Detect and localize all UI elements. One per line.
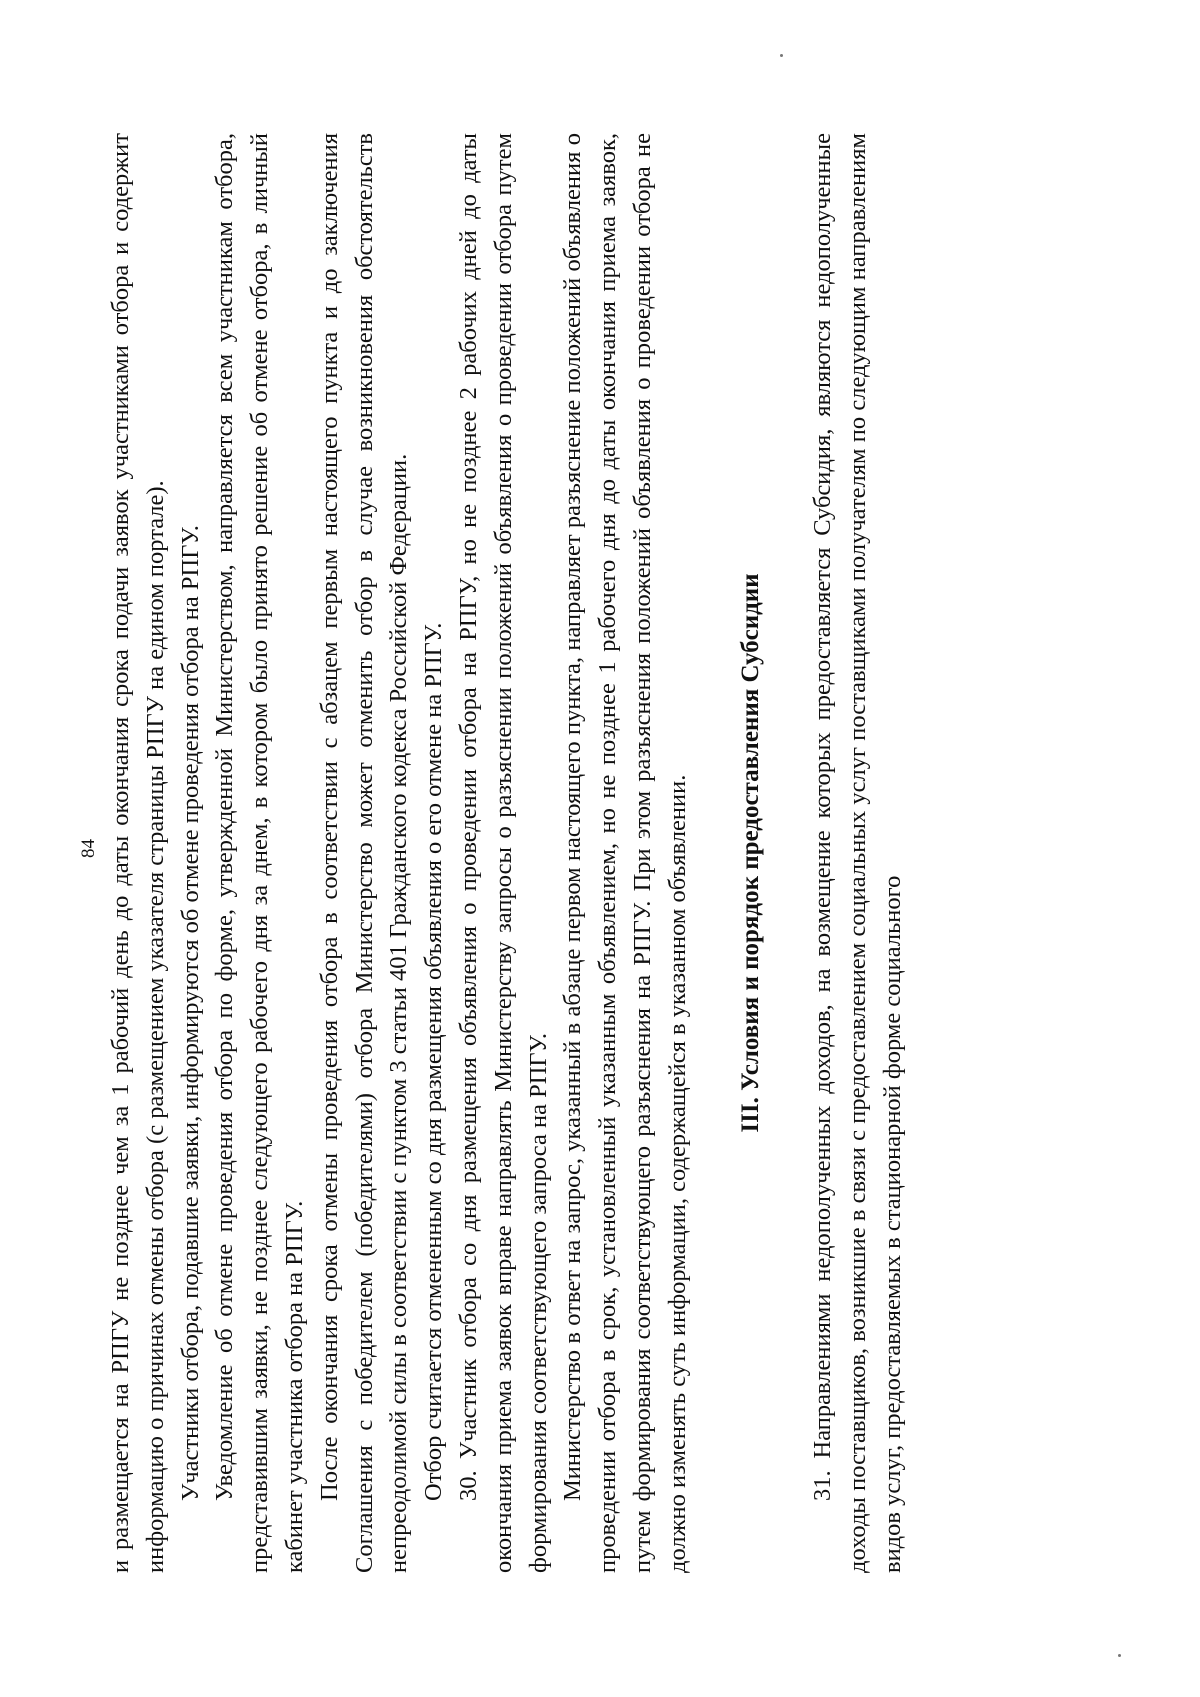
page-number: 84 — [78, 839, 99, 858]
paragraph-ministry-response: Министерство в ответ на запрос, указанный в абзаце первом настоящего пункта, направляет разъяснение положений объявления о проведении отбора в срок, установленный указанным объявлением, но не позднее 1 рабочего дня до даты окончания приема заявок, путем формирования соответствующего разъяснения на РПГУ. При этом разъяснения положений объявления о проведении отбора не должно изменять суть информации, содержащейся в указанном объявлении. — [559, 133, 691, 1573]
paragraph-cancellation-notice: Уведомление об отмене проведения отбора по форме, утвержденной Министерством, направляется всем участникам отбора, представившим заявки, не позднее следующего рабочего дня за днем, в котором было принято решение об отмене отбора, в личный кабинет участника отбора на РПГУ. — [211, 133, 308, 1573]
paragraph-item-31: 31. Направлениями недополученных доходов, на возмещение которых предоставляется Субсидия, являются недополученные доходы поставщиков, возникшие в связи с предоставлением социальных услуг поставщиками получателям по следующим направлениям видов услуг, предоставляемых в стационарной форме социального — [809, 133, 906, 1573]
paragraph-selection-cancelled: Отбор считается отмененным со дня размещения объявления о его отмене на РПГУ. — [420, 622, 448, 1501]
document-body — [104, 133, 911, 1573]
section-heading: III. Условия и порядок предоставления Субсидии — [736, 573, 764, 1133]
paragraph-force-majeure: После окончания срока отмены проведения отбора в соответствии с абзацем первым настоящего пункта и до заключения Соглашения с победителем (победителями) отбора Министерство может отменить отбор в случае возникновения обстоятельств непреодолимой силы в соответствии с пунктом 3 статьи 401 Гражданского кодекса Российской Федерации. — [315, 133, 413, 1573]
paragraph-participants-informed: Участники отбора, подавшие заявки, информируются об отмене проведения отбора на РПГУ. — [176, 525, 204, 1501]
paragraph-continuation: и размещается на РПГУ не позднее чем за 1 рабочий день до даты окончания срока подачи заявок участниками отбора и содержит информацию о причинах отмены отбора (с размещением указателя страницы РПГУ на едином портале). — [107, 133, 169, 1573]
scan-dot-mark — [780, 54, 783, 57]
scan-dot-mark — [1118, 1654, 1121, 1657]
paragraph-item-30: 30. Участник отбора со дня размещения объявления о проведении отбора на РПГУ, но не позднее 2 рабочих дней до даты окончания приема заявок вправе направлять Министерству запросы о разъяснении положений объявления о проведении отбора путем формирования соответствующего запроса на РПГУ. — [454, 133, 552, 1573]
